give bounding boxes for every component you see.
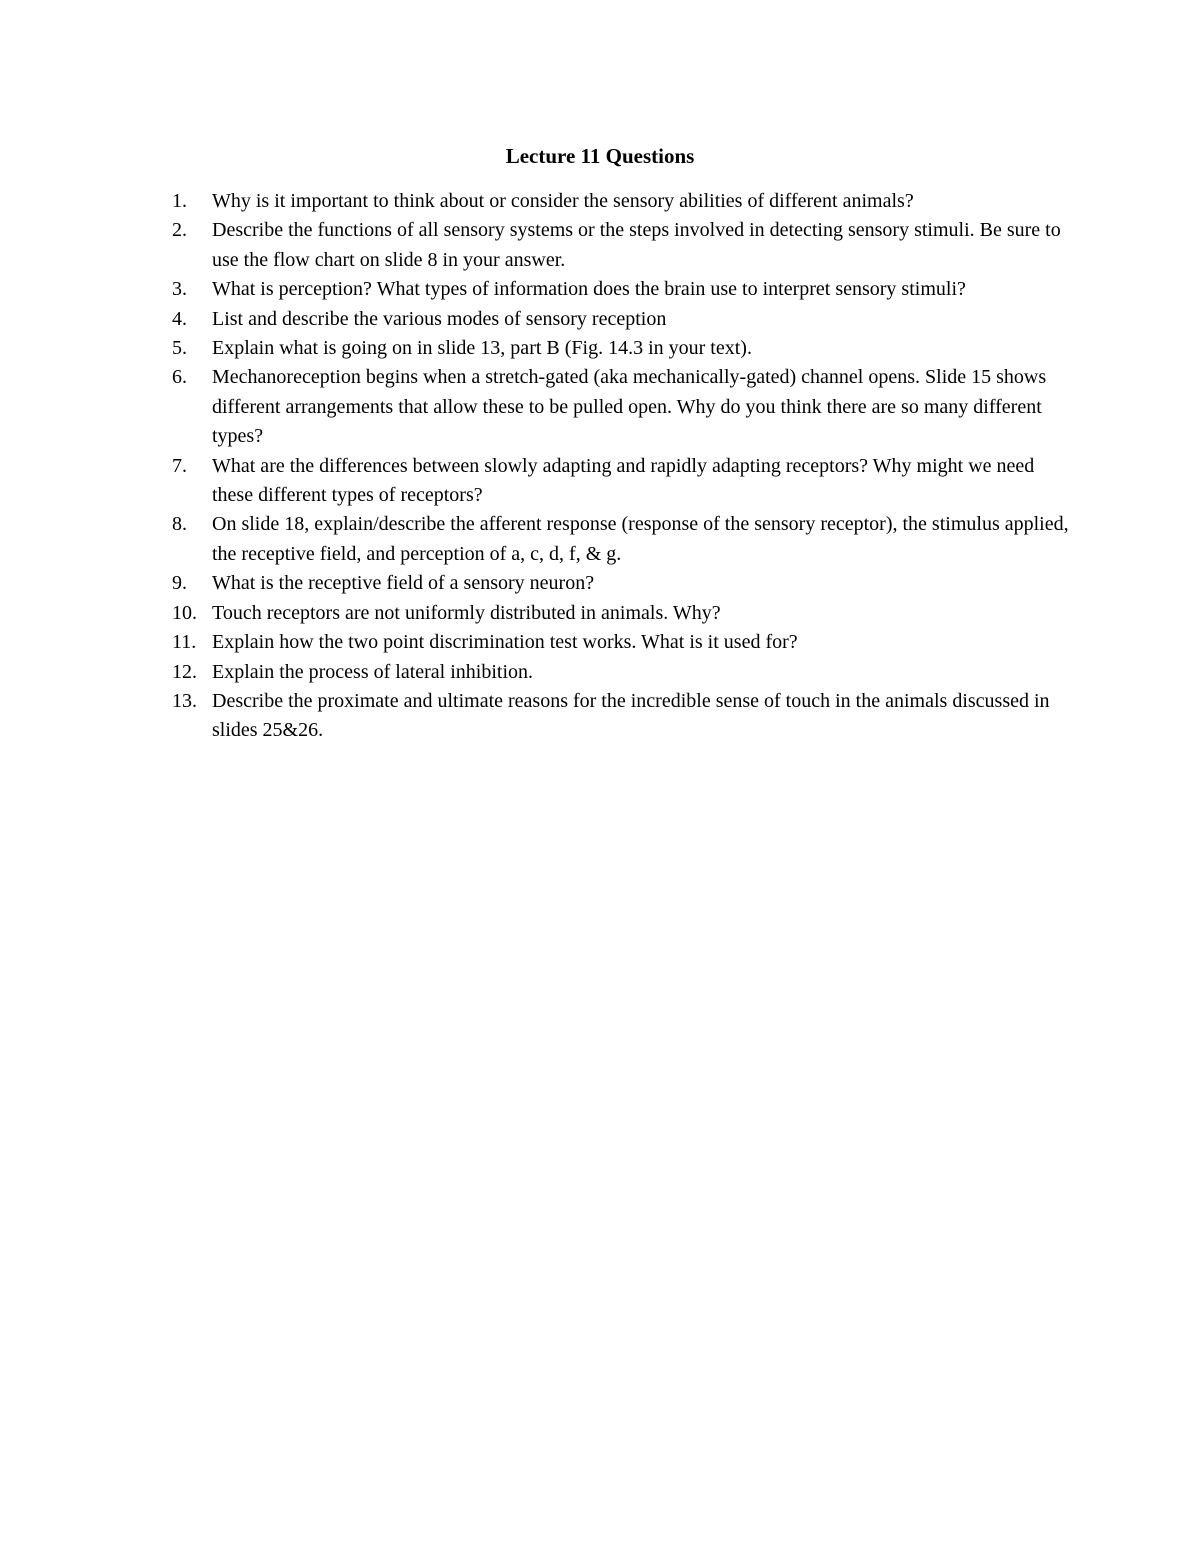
question-number: 1. <box>172 190 187 212</box>
list-item <box>172 216 1072 275</box>
question-text: Mechanoreception begins when a stretch-gated (aka mechanically-gated) channel opens. Slide 15 shows different arrangements that allow these to be pulled open. Why do you think there are so many different types? <box>212 366 1047 448</box>
question-list <box>172 187 1072 746</box>
question-number: 4. <box>172 307 187 330</box>
list-item <box>172 187 1072 216</box>
list-item <box>172 569 1072 598</box>
question-number: 10. <box>172 601 197 624</box>
list-item <box>172 363 1072 451</box>
list-item <box>172 275 1072 304</box>
list-item <box>172 628 1072 657</box>
list-item <box>172 658 1072 687</box>
list-item <box>172 334 1072 363</box>
question-number: 13. <box>172 689 197 712</box>
question-text: Explain how the two point discrimination test works. What is it used for? <box>212 631 798 654</box>
question-text: List and describe the various modes of sensory reception <box>212 307 667 330</box>
question-number: 12. <box>172 660 197 683</box>
question-number: 7. <box>172 454 187 477</box>
question-text: On slide 18, explain/describe the afferent response (response of the sensory receptor), the stimulus applied, the receptive field, and perception of a, c, d, f, & g. <box>212 513 1069 565</box>
list-item <box>172 305 1072 334</box>
question-text: Describe the proximate and ultimate reasons for the incredible sense of touch in the animals discussed in slides 25&26. <box>212 689 1050 742</box>
question-text: Touch receptors are not uniformly distributed in animals. Why? <box>212 601 721 624</box>
question-number: 5. <box>172 337 187 360</box>
question-text: What is the receptive field of a sensory neuron? <box>212 572 595 595</box>
page-title: Lecture 11 Questions <box>505 144 695 168</box>
question-text: Why is it important to think about or consider the sensory abilities of different animals? <box>212 190 914 212</box>
question-number: 3. <box>172 278 187 301</box>
question-number: 9. <box>172 572 187 595</box>
question-number: 2. <box>172 219 187 242</box>
question-text: What are the differences between slowly adapting and rapidly adapting receptors? Why might we need these different types of receptors? <box>212 454 1035 507</box>
question-number: 8. <box>172 513 187 536</box>
question-number: 6. <box>172 366 187 389</box>
question-text: Describe the functions of all sensory systems or the steps involved in detecting sensory stimuli. Be sure to use the flow chart on slide 8 in your answer. <box>212 219 1061 271</box>
question-text: Explain the process of lateral inhibition. <box>212 660 534 683</box>
question-text: What is perception? What types of information does the brain use to interpret sensory stimuli? <box>212 278 966 301</box>
list-item <box>172 687 1072 746</box>
list-item <box>172 599 1072 628</box>
question-number: 11. <box>172 631 197 654</box>
list-item <box>172 452 1072 511</box>
question-text: Explain what is going on in slide 13, part B (Fig. 14.3 in your text). <box>212 337 752 360</box>
list-item <box>172 510 1072 569</box>
